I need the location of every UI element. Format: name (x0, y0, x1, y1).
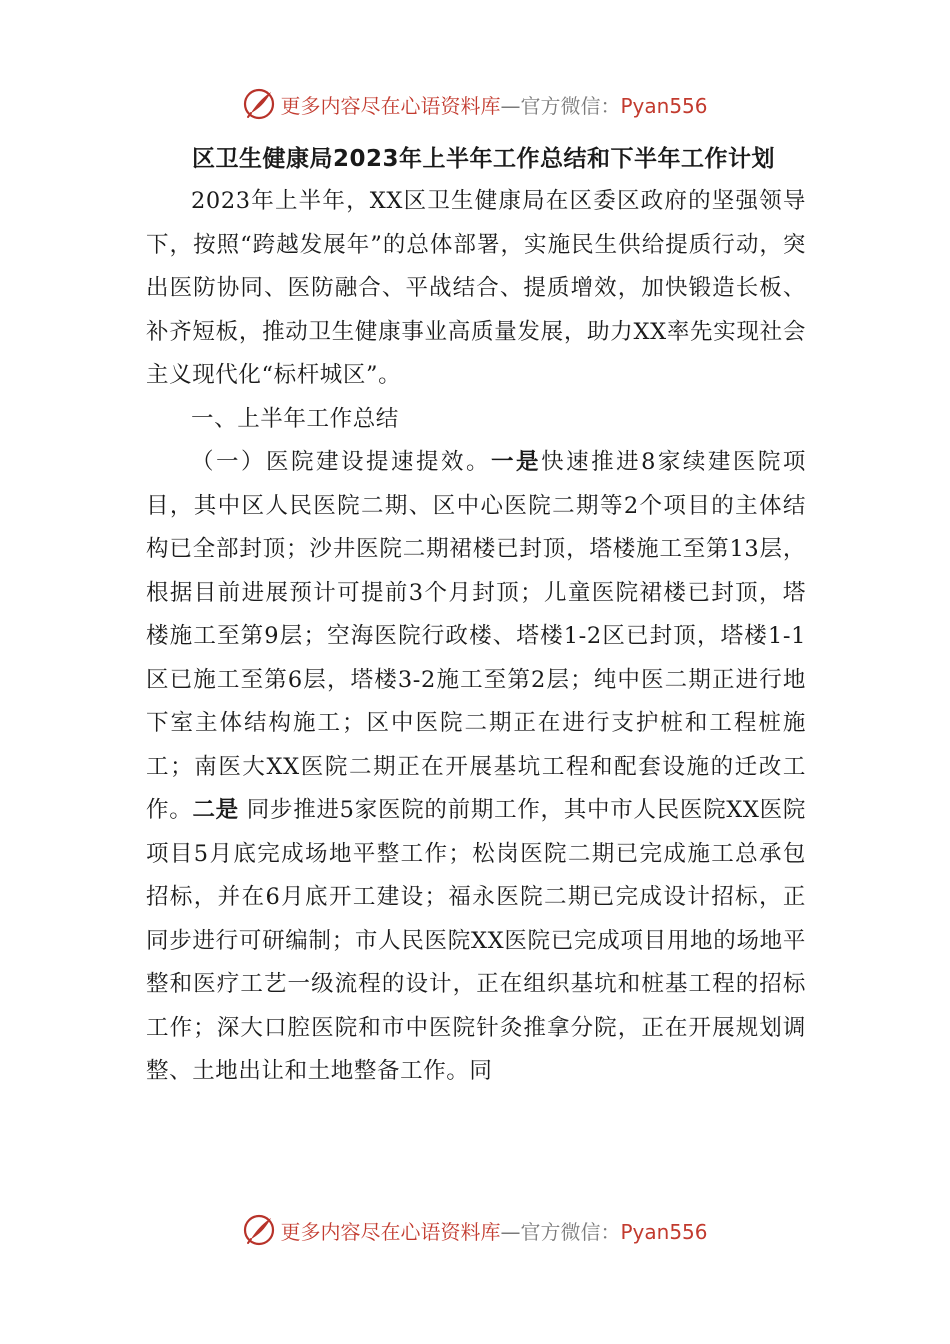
quill-logo-icon (242, 87, 276, 121)
header-brand: 更多内容尽在心语资料库 (280, 93, 501, 118)
quill-logo-icon (242, 1213, 276, 1247)
item1-prefix: （一）医院建设提速提效。 (191, 449, 492, 475)
header-wechat-id: Pyan556 (620, 93, 708, 118)
footer-watermark-text (280, 1216, 707, 1245)
item1-text-one: 快速推进8家续建医院项目，其中区人民医院二期、区中心医院二期等2个项目的主体结构已全部封顶；沙井医院二期裙楼已封顶，塔楼施工至第13层，根据目前进展预计可提前3个月封顶；儿童医院裙楼已封顶，塔楼施工至第9层；空海医院行政楼、塔楼1-2区已封顶，塔楼1-1区已施工至第6层，塔楼3-2施工至第2层；纯中医二期正进行地下室主体结构施工；区中医院二期正在进行支护桩和工程桩施工；南医大XX医院二期正在开展基坑工程和配套设施的迁改工作。 (146, 449, 807, 823)
section-heading: 一、上半年工作总结 (191, 405, 399, 432)
footer-wechat-id: Pyan556 (620, 1219, 708, 1244)
header-dash: — (500, 93, 521, 118)
footer-brand: 更多内容尽在心语资料库 (280, 1219, 501, 1244)
document-body (146, 138, 806, 1094)
item1-paragraph (146, 441, 806, 1094)
footer-official: 官方微信： (520, 1219, 621, 1244)
header-watermark-text (280, 90, 707, 119)
header-watermark-banner (0, 84, 950, 124)
footer-watermark-banner (0, 1210, 950, 1250)
item1-lead-one: 一是 (491, 449, 542, 475)
item1-lead-two: 二是 (192, 797, 239, 823)
intro-paragraph: 2023年上半年，XX区卫生健康局在区委区政府的坚强领导下，按照“跨越发展年”的总体部署，实施民生供给提质行动，突出医防协同、医防融合、平战结合、提质增效，加快锻造长板、补齐短板，推动卫生健康事业高质量发展，助力XX率先实现社会主义现代化“标杆城区”。 (146, 188, 806, 388)
item1-text-two: 同步推进5家医院的前期工作，其中市人民医院XX医院项目5月底完成场地平整工作；松岗医院二期已完成施工总承包招标，并在6月底开工建设；福永医院二期已完成设计招标，正同步进行可研编制；市人民医院XX医院已完成项目用地的场地平整和医疗工艺一级流程的设计，正在组织基坑和桩基工程的招标工作；深大口腔医院和市中医院针灸推拿分院，正在开展规划调整、土地出让和土地整备工作。同 (146, 797, 806, 1084)
header-official: 官方微信： (520, 93, 621, 118)
footer-dash: — (500, 1219, 521, 1244)
document-title: 区卫生健康局2023年上半年工作总结和下半年工作计划 (192, 146, 776, 172)
